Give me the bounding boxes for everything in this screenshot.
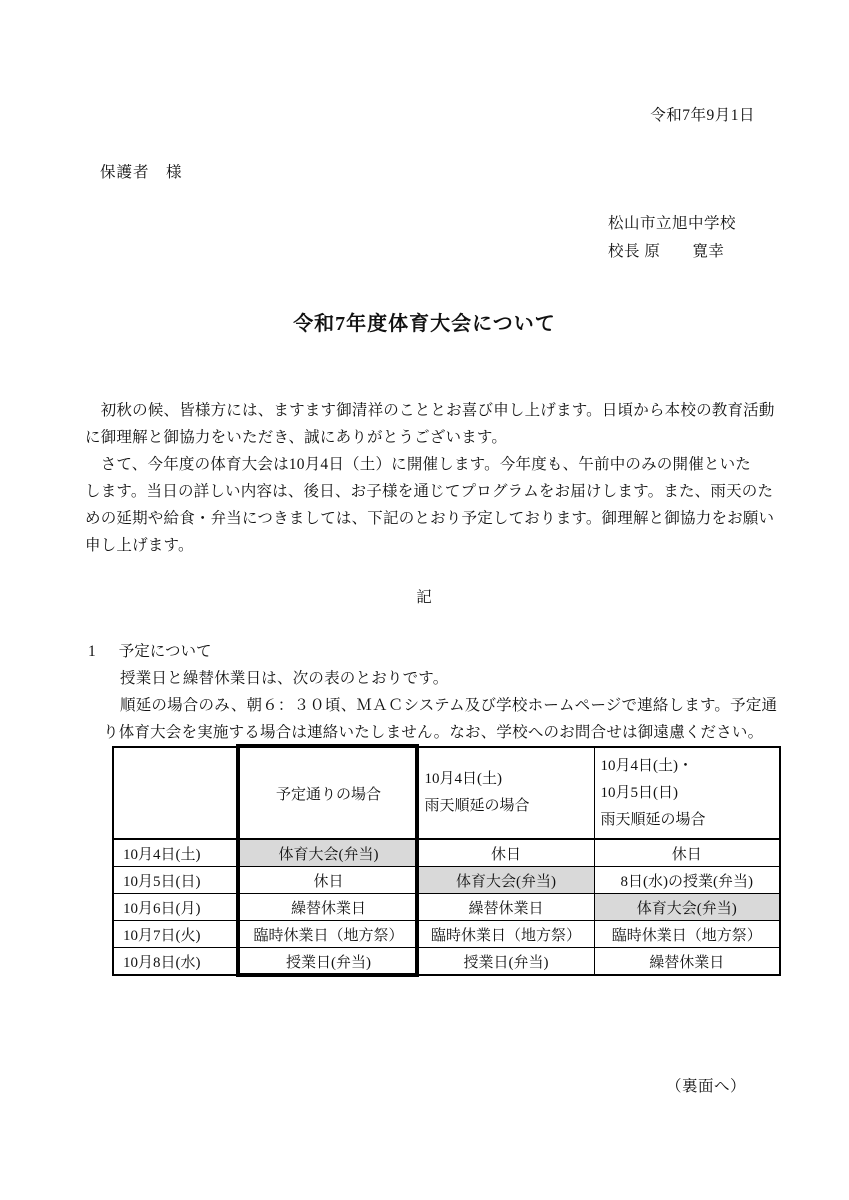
schedule-cell: 休日	[239, 867, 418, 894]
body-line: さて、今年度の体育大会は10月4日（土）に開催します。今年度も、午前中のみの開催といた	[85, 456, 752, 473]
table-row-oct4	[113, 839, 780, 867]
date-cell: 10月5日(日)	[113, 867, 239, 894]
body-line: に御理解と御協力をいただき、誠にありがとうございます。	[85, 429, 508, 446]
schedule-cell: 休日	[418, 839, 594, 867]
body-line: めの延期や給食・弁当につきましては、下記のとおり予定しております。御理解と御協力をお願い	[85, 510, 775, 527]
document-date: 令和7年9月1日	[650, 107, 755, 124]
header-cell-rain-2day: 10月4日(土)・ 10月5日(日) 雨天順延の場合	[594, 747, 780, 839]
schedule-cell: 臨時休業日（地方祭）	[418, 921, 594, 948]
school-name: 松山市立旭中学校	[608, 215, 737, 232]
header-cell-on-schedule: 予定通りの場合	[239, 747, 418, 839]
schedule-cell: 臨時休業日（地方祭）	[594, 921, 780, 948]
section-heading-row	[88, 639, 211, 661]
table-row-oct6	[113, 894, 780, 921]
section-number: 1	[88, 643, 96, 660]
table-row-oct8	[113, 948, 780, 976]
schedule-table	[112, 746, 781, 976]
schedule-cell: 臨時休業日（地方祭）	[239, 921, 418, 948]
date-cell: 10月4日(土)	[113, 839, 239, 867]
section-heading: 予定について	[118, 643, 212, 660]
table-row-oct5	[113, 867, 780, 894]
schedule-cell: 体育大会(弁当)	[418, 867, 594, 894]
schedule-cell: 体育大会(弁当)	[594, 894, 780, 921]
schedule-cell: 繰替休業日	[594, 948, 780, 976]
schedule-cell: 繰替休業日	[239, 894, 418, 921]
document-title: 令和7年度体育大会について	[293, 313, 556, 335]
date-cell: 10月6日(月)	[113, 894, 239, 921]
header-cell-rain-1day: 10月4日(土) 雨天順延の場合	[418, 747, 594, 839]
body-line: 申し上げます。	[85, 537, 194, 554]
section-text-line: 授業日と繰替休業日は、次の表のとおりです。	[120, 670, 449, 687]
schedule-cell: 繰替休業日	[418, 894, 594, 921]
schedule-cell: 休日	[594, 839, 780, 867]
recipient: 保護者 様	[100, 164, 183, 181]
back-page-note: （裏面へ）	[665, 1078, 746, 1095]
section-text-line: り体育大会を実施する場合は連絡いたしません。なお、学校へのお問合せは御遠慮ください。	[103, 724, 764, 741]
body-line: 初秋の候、皆様方には、ますます御清祥のこととお喜び申し上げます。日頃から本校の教育活動	[85, 402, 775, 419]
section-text-line: 順延の場合のみ、朝６：３０頃、ＭＡＣシステム及び学校ホームページで連絡します。予定通	[120, 697, 778, 714]
schedule-cell: 体育大会(弁当)	[239, 839, 418, 867]
principal-name: 校長 原 寛幸	[608, 243, 725, 260]
body-line: します。当日の詳しい内容は、後日、お子様を通じてプログラムをお届けします。また、雨天のた	[85, 483, 774, 500]
record-mark: 記	[416, 589, 433, 606]
date-cell: 10月8日(水)	[113, 948, 239, 976]
body-paragraphs	[85, 397, 780, 559]
header-cell-empty	[113, 747, 239, 839]
schedule-cell: 授業日(弁当)	[418, 948, 594, 976]
schedule-cell: 授業日(弁当)	[239, 948, 418, 976]
date-cell: 10月7日(火)	[113, 921, 239, 948]
table-row-oct7	[113, 921, 780, 948]
table-header-row	[113, 747, 780, 839]
schedule-cell: 8日(水)の授業(弁当)	[594, 867, 780, 894]
